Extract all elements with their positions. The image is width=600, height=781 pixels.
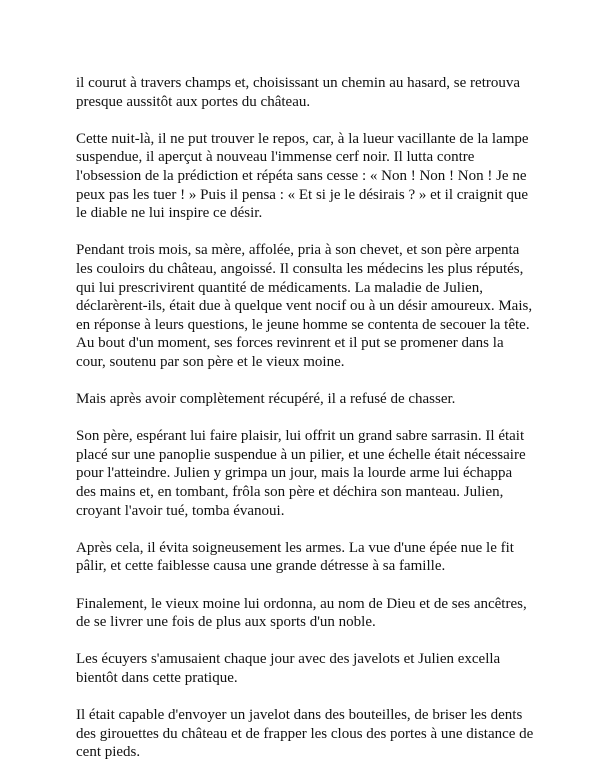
paragraph-line: Son père, espérant lui faire plaisir, lui offrit un grand sabre sarrasin. Il était [76, 428, 525, 445]
paragraph-line: cent pieds. [76, 744, 141, 761]
paragraph-line: de se livrer une fois de plus aux sports d'un noble. [76, 614, 376, 631]
paragraph-line: peux pas les tuer ! » Puis il pensa : « Et si je le désirais ? » et il craignit que [76, 186, 528, 203]
paragraph-line: Pendant trois mois, sa mère, affolée, pria à son chevet, et son père arpenta [76, 242, 520, 259]
paragraph-line: bientôt dans cette pratique. [76, 670, 238, 686]
paragraph-line: pâlir, et cette faiblesse causa une grande détresse à sa famille. [76, 558, 446, 575]
paragraph-6 [76, 539, 536, 576]
paragraph-line: Finalement, le vieux moine lui ordonna, au nom de Dieu et de ses ancêtres, [76, 595, 527, 612]
paragraph-line: pour l'atteindre. Julien y grimpa un jour, mais la lourde arme lui échappa [76, 465, 513, 482]
paragraph-1 [76, 74, 536, 111]
paragraph-line: il courut à travers champs et, choisissant un chemin au hasard, se retrouva [76, 75, 521, 91]
paragraph-line: Après cela, il évita soigneusement les armes. La vue d'une épée nue le fit [76, 539, 514, 556]
paragraph-2 [76, 130, 536, 223]
document-page [76, 74, 536, 781]
paragraph-4 [76, 390, 536, 409]
paragraph-line: croyant l'avoir tué, tomba évanoui. [76, 502, 285, 519]
paragraph-7 [76, 595, 536, 632]
paragraph-line: Les écuyers s'amusaient chaque jour avec des javelots et Julien excella [76, 651, 501, 668]
paragraph-9 [76, 706, 536, 762]
paragraph-line: Au bout d'un moment, ses forces revinrent et il put se promener dans la [76, 335, 504, 352]
paragraph-line: Cette nuit-là, il ne put trouver le repos, car, à la lueur vacillante de la lampe [76, 130, 529, 147]
paragraph-5 [76, 427, 536, 520]
paragraph-line: des mains et, en tombant, frôla son père et déchira son manteau. Julien, [76, 484, 504, 501]
paragraph-3 [76, 241, 536, 371]
paragraph-line: Mais après avoir complètement récupéré, il a refusé de chasser. [76, 391, 456, 408]
paragraph-line: le diable ne lui inspire ce désir. [76, 205, 263, 222]
paragraph-line: placé sur une panoplie suspendue à un pilier, et une échelle était nécessaire [76, 446, 526, 463]
paragraph-line: qui lui prescrivirent quantité de médicaments. La maladie de Julien, [76, 279, 483, 296]
paragraph-line: les couloirs du château, angoissé. Il consulta les médecins les plus réputés, [76, 260, 524, 277]
paragraph-line: cour, soutenu par son père et le vieux moine. [76, 353, 345, 370]
paragraph-line: presque aussitôt aux portes du château. [76, 93, 311, 110]
paragraph-line: des girouettes du château et de frapper les clous des portes à une distance de [76, 725, 534, 742]
paragraph-8 [76, 650, 536, 687]
paragraph-line: suspendue, il aperçut à nouveau l'immense cerf noir. Il lutta contre [76, 149, 475, 166]
paragraph-line: en réponse à leurs questions, le jeune homme se contenta de secouer la tête. [76, 316, 530, 333]
paragraph-line: déclarèrent-ils, était due à quelque vent nocif ou à un désir amoureux. Mais, [76, 298, 533, 315]
paragraph-line: Il était capable d'envoyer un javelot dans des bouteilles, de briser les dents [76, 707, 523, 724]
paragraph-line: l'obsession de la prédiction et répéta sans cesse : « Non ! Non ! Non ! Je ne [76, 167, 527, 184]
